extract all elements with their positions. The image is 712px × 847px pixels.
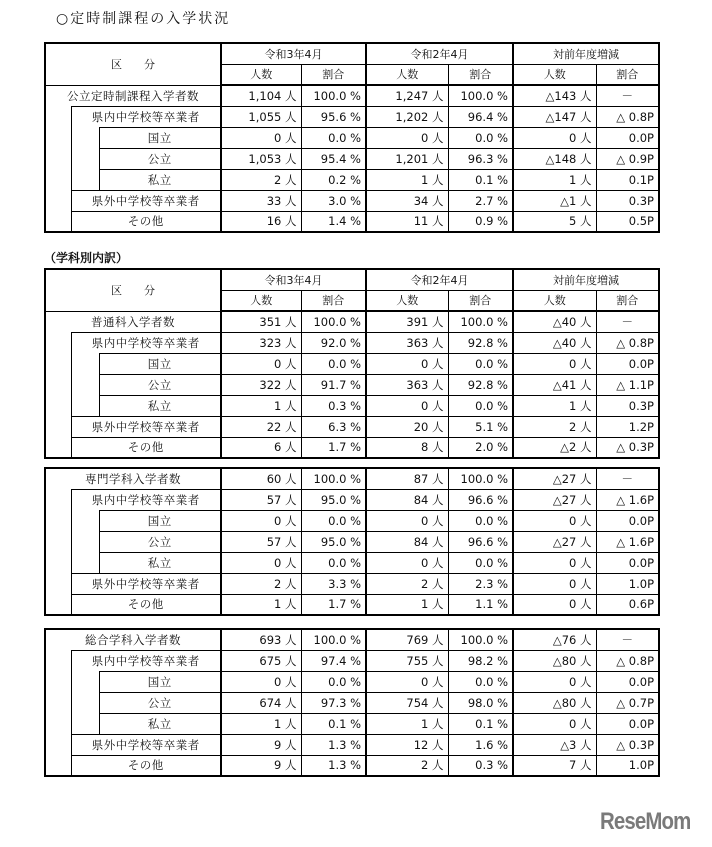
value-cell: △ 0.8P <box>596 650 659 671</box>
indent-spacer <box>45 650 71 671</box>
value-cell: △80 人 <box>513 650 596 671</box>
general-course-table <box>44 268 660 459</box>
value-cell: 0 人 <box>366 671 448 692</box>
value-cell: 3.0 % <box>301 190 366 211</box>
indent-spacer <box>45 713 71 734</box>
value-cell: 100.0 % <box>301 311 366 332</box>
value-cell: △76 人 <box>513 629 596 650</box>
value-cell: 1 人 <box>513 395 596 416</box>
value-cell: 84 人 <box>366 489 448 510</box>
value-cell: 34 人 <box>366 190 448 211</box>
value-cell: 0.9 % <box>448 211 513 232</box>
value-cell: △ 0.7P <box>596 692 659 713</box>
value-cell: △147 人 <box>513 106 596 127</box>
row-label: 県外中学校等卒業者 <box>71 734 221 755</box>
column-header: 人数 <box>513 290 596 311</box>
value-cell: 87 人 <box>366 468 448 489</box>
value-cell: － <box>596 85 659 106</box>
value-cell: 1.7 % <box>301 437 366 458</box>
value-cell: 2.7 % <box>448 190 513 211</box>
row-label: 普通科入学者数 <box>45 311 221 332</box>
value-cell: 1 人 <box>366 713 448 734</box>
value-cell: 1.3 % <box>301 734 366 755</box>
row-label: 専門学科入学者数 <box>45 468 221 489</box>
row-label: 県外中学校等卒業者 <box>71 416 221 437</box>
value-cell: 1 人 <box>221 395 301 416</box>
value-cell: 6 人 <box>221 437 301 458</box>
value-cell: 98.0 % <box>448 692 513 713</box>
table-row <box>45 311 659 332</box>
table-row <box>45 629 659 650</box>
value-cell: △143 人 <box>513 85 596 106</box>
table-row <box>45 552 659 573</box>
value-cell: 97.4 % <box>301 650 366 671</box>
row-label: 公立 <box>99 692 221 713</box>
value-cell: 91.7 % <box>301 374 366 395</box>
value-cell: 2 人 <box>366 755 448 776</box>
value-cell: 2.0 % <box>448 437 513 458</box>
value-cell: 96.3 % <box>448 148 513 169</box>
indent-spacer <box>45 692 71 713</box>
indent-spacer <box>45 489 71 510</box>
indent-spacer <box>71 395 99 416</box>
indent-spacer <box>45 148 71 169</box>
row-label: 私立 <box>99 713 221 734</box>
value-cell: 322 人 <box>221 374 301 395</box>
value-cell: 0.0 % <box>301 353 366 374</box>
row-label: 県内中学校等卒業者 <box>71 650 221 671</box>
value-cell: 0.1P <box>596 169 659 190</box>
value-cell: 8 人 <box>366 437 448 458</box>
table-row <box>45 353 659 374</box>
indent-spacer <box>71 169 99 190</box>
indent-spacer <box>45 374 71 395</box>
table-row <box>45 169 659 190</box>
row-label: その他 <box>71 594 221 615</box>
indent-spacer <box>45 190 71 211</box>
value-cell: 391 人 <box>366 311 448 332</box>
value-cell: 20 人 <box>366 416 448 437</box>
value-cell: 1,247 人 <box>366 85 448 106</box>
value-cell: 7 人 <box>513 755 596 776</box>
table-row <box>45 650 659 671</box>
value-cell: 674 人 <box>221 692 301 713</box>
indent-spacer <box>71 671 99 692</box>
row-label: その他 <box>71 211 221 232</box>
indent-spacer <box>45 531 71 552</box>
value-cell: 2 人 <box>513 416 596 437</box>
indent-spacer <box>71 552 99 573</box>
value-cell: 1,104 人 <box>221 85 301 106</box>
value-cell: 1 人 <box>221 594 301 615</box>
value-cell: 0.0P <box>596 552 659 573</box>
integrated-course-table <box>44 628 660 777</box>
value-cell: － <box>596 468 659 489</box>
value-cell: 0 人 <box>513 353 596 374</box>
row-label: 県外中学校等卒業者 <box>71 190 221 211</box>
value-cell: △1 人 <box>513 190 596 211</box>
indent-spacer <box>45 211 71 232</box>
table-row <box>45 148 659 169</box>
value-cell: 0 人 <box>366 353 448 374</box>
indent-spacer <box>45 437 71 458</box>
value-cell: △41 人 <box>513 374 596 395</box>
value-cell: 1.7 % <box>301 594 366 615</box>
value-cell: 0 人 <box>366 127 448 148</box>
value-cell: △40 人 <box>513 332 596 353</box>
table-row <box>45 755 659 776</box>
value-cell: 1,201 人 <box>366 148 448 169</box>
indent-spacer <box>71 510 99 531</box>
period-header: 令和2年4月 <box>366 269 513 290</box>
table-row <box>45 671 659 692</box>
row-label: 総合学科入学者数 <box>45 629 221 650</box>
table-row <box>45 127 659 148</box>
value-cell: 84 人 <box>366 531 448 552</box>
indent-spacer <box>45 755 71 776</box>
row-label: 公立 <box>99 374 221 395</box>
value-cell: 0.0P <box>596 353 659 374</box>
table-row <box>45 531 659 552</box>
table-row <box>45 573 659 594</box>
value-cell: 363 人 <box>366 374 448 395</box>
indent-spacer <box>71 692 99 713</box>
value-cell: 0 人 <box>221 353 301 374</box>
value-cell: 97.3 % <box>301 692 366 713</box>
value-cell: 0.3P <box>596 395 659 416</box>
value-cell: 22 人 <box>221 416 301 437</box>
row-label: 国立 <box>99 671 221 692</box>
value-cell: 0.2 % <box>301 169 366 190</box>
table-row <box>45 437 659 458</box>
indent-spacer <box>45 106 71 127</box>
column-header: 割合 <box>301 290 366 311</box>
value-cell: 0 人 <box>366 552 448 573</box>
column-header: 人数 <box>366 290 448 311</box>
value-cell: 0.0 % <box>448 552 513 573</box>
indent-spacer <box>45 416 71 437</box>
value-cell: 675 人 <box>221 650 301 671</box>
indent-spacer <box>71 353 99 374</box>
value-cell: 95.4 % <box>301 148 366 169</box>
column-header: 人数 <box>221 290 301 311</box>
header-row <box>45 269 659 290</box>
value-cell: 1 人 <box>366 594 448 615</box>
indent-spacer <box>45 573 71 594</box>
value-cell: 0.0 % <box>448 395 513 416</box>
indent-spacer <box>71 148 99 169</box>
column-header: 人数 <box>513 64 596 85</box>
value-cell: 0.0P <box>596 671 659 692</box>
value-cell: 0 人 <box>513 552 596 573</box>
value-cell: 0 人 <box>221 127 301 148</box>
table-row <box>45 489 659 510</box>
value-cell: 0.0 % <box>448 353 513 374</box>
value-cell: △80 人 <box>513 692 596 713</box>
value-cell: △148 人 <box>513 148 596 169</box>
column-header: 人数 <box>366 64 448 85</box>
indent-spacer <box>71 374 99 395</box>
indent-spacer <box>45 395 71 416</box>
row-label: 私立 <box>99 395 221 416</box>
row-label: 国立 <box>99 353 221 374</box>
value-cell: 0 人 <box>366 395 448 416</box>
value-cell: 0 人 <box>513 573 596 594</box>
value-cell: 11 人 <box>366 211 448 232</box>
indent-spacer <box>45 510 71 531</box>
resemom-logo: ReseMom <box>600 808 691 835</box>
indent-spacer <box>45 332 71 353</box>
value-cell: 96.6 % <box>448 489 513 510</box>
value-cell: 57 人 <box>221 531 301 552</box>
column-header: 割合 <box>301 64 366 85</box>
value-cell: 0.0P <box>596 510 659 531</box>
value-cell: △27 人 <box>513 489 596 510</box>
row-label: 国立 <box>99 510 221 531</box>
value-cell: 0.3 % <box>448 755 513 776</box>
table-row <box>45 395 659 416</box>
table-row <box>45 374 659 395</box>
value-cell: 100.0 % <box>448 629 513 650</box>
value-cell: 98.2 % <box>448 650 513 671</box>
value-cell: 100.0 % <box>448 85 513 106</box>
row-label: 県内中学校等卒業者 <box>71 106 221 127</box>
value-cell: 0.0P <box>596 127 659 148</box>
table-row <box>45 190 659 211</box>
value-cell: 1,202 人 <box>366 106 448 127</box>
value-cell: △ 1.1P <box>596 374 659 395</box>
value-cell: 100.0 % <box>301 468 366 489</box>
value-cell: － <box>596 311 659 332</box>
value-cell: 0 人 <box>513 510 596 531</box>
column-header: 割合 <box>448 290 513 311</box>
indent-spacer <box>45 671 71 692</box>
row-label: 国立 <box>99 127 221 148</box>
value-cell: 0.1 % <box>448 713 513 734</box>
value-cell: △27 人 <box>513 531 596 552</box>
value-cell: 92.8 % <box>448 332 513 353</box>
value-cell: 1.2P <box>596 416 659 437</box>
value-cell: 95.0 % <box>301 531 366 552</box>
value-cell: 693 人 <box>221 629 301 650</box>
value-cell: 5 人 <box>513 211 596 232</box>
value-cell: 0 人 <box>513 127 596 148</box>
category-header: 区 分 <box>45 43 221 85</box>
value-cell: 92.8 % <box>448 374 513 395</box>
table-row <box>45 332 659 353</box>
value-cell: △ 0.9P <box>596 148 659 169</box>
value-cell: 1,055 人 <box>221 106 301 127</box>
value-cell: 9 人 <box>221 755 301 776</box>
value-cell: 5.1 % <box>448 416 513 437</box>
row-label: 公立定時制課程入学者数 <box>45 85 221 106</box>
value-cell: 3.3 % <box>301 573 366 594</box>
period-header: 対前年度増減 <box>513 43 659 64</box>
value-cell: 1.0P <box>596 755 659 776</box>
value-cell: 0.3P <box>596 190 659 211</box>
value-cell: △40 人 <box>513 311 596 332</box>
value-cell: 1.1 % <box>448 594 513 615</box>
row-label: 県内中学校等卒業者 <box>71 489 221 510</box>
value-cell: 95.0 % <box>301 489 366 510</box>
row-label: 公立 <box>99 531 221 552</box>
value-cell: 1 人 <box>366 169 448 190</box>
value-cell: △2 人 <box>513 437 596 458</box>
column-header: 割合 <box>448 64 513 85</box>
value-cell: 2 人 <box>221 169 301 190</box>
row-label: その他 <box>71 437 221 458</box>
table-row <box>45 106 659 127</box>
enrollment-total-table <box>44 42 660 233</box>
value-cell: 0 人 <box>221 552 301 573</box>
value-cell: △ 0.8P <box>596 332 659 353</box>
header-row <box>45 43 659 64</box>
value-cell: 0.6P <box>596 594 659 615</box>
value-cell: 57 人 <box>221 489 301 510</box>
value-cell: 0.1 % <box>448 169 513 190</box>
value-cell: 6.3 % <box>301 416 366 437</box>
indent-spacer <box>45 353 71 374</box>
value-cell: 100.0 % <box>301 629 366 650</box>
value-cell: 12 人 <box>366 734 448 755</box>
value-cell: 1.6 % <box>448 734 513 755</box>
value-cell: 95.6 % <box>301 106 366 127</box>
period-header: 令和2年4月 <box>366 43 513 64</box>
value-cell: 16 人 <box>221 211 301 232</box>
period-header: 令和3年4月 <box>221 43 366 64</box>
value-cell: 2 人 <box>366 573 448 594</box>
table-row <box>45 211 659 232</box>
period-header: 対前年度増減 <box>513 269 659 290</box>
value-cell: 755 人 <box>366 650 448 671</box>
value-cell: 0 人 <box>366 510 448 531</box>
value-cell: △3 人 <box>513 734 596 755</box>
value-cell: 0.0 % <box>301 127 366 148</box>
indent-spacer <box>45 169 71 190</box>
value-cell: 0.0P <box>596 713 659 734</box>
period-header: 令和3年4月 <box>221 269 366 290</box>
indent-spacer <box>45 552 71 573</box>
value-cell: 323 人 <box>221 332 301 353</box>
table-row <box>45 594 659 615</box>
table-row <box>45 713 659 734</box>
table-row <box>45 468 659 489</box>
value-cell: 0.5P <box>596 211 659 232</box>
value-cell: 0.0 % <box>301 510 366 531</box>
value-cell: 33 人 <box>221 190 301 211</box>
value-cell: 2.3 % <box>448 573 513 594</box>
page-title: ○定時制課程の入学状況 <box>56 11 231 27</box>
value-cell: 100.0 % <box>448 311 513 332</box>
value-cell: 1.3 % <box>301 755 366 776</box>
row-label: 県内中学校等卒業者 <box>71 332 221 353</box>
value-cell: 351 人 <box>221 311 301 332</box>
value-cell: 1 人 <box>221 713 301 734</box>
value-cell: 0.0 % <box>448 510 513 531</box>
value-cell: 769 人 <box>366 629 448 650</box>
table-row <box>45 510 659 531</box>
value-cell: 100.0 % <box>448 468 513 489</box>
value-cell: △ 1.6P <box>596 489 659 510</box>
indent-spacer <box>71 531 99 552</box>
value-cell: 1.0P <box>596 573 659 594</box>
value-cell: △27 人 <box>513 468 596 489</box>
column-header: 人数 <box>221 64 301 85</box>
category-header: 区 分 <box>45 269 221 311</box>
row-label: 県外中学校等卒業者 <box>71 573 221 594</box>
row-label: 私立 <box>99 552 221 573</box>
indent-spacer <box>71 713 99 734</box>
value-cell: 0.0 % <box>448 671 513 692</box>
indent-spacer <box>45 594 71 615</box>
value-cell: 96.6 % <box>448 531 513 552</box>
value-cell: － <box>596 629 659 650</box>
value-cell: △ 0.8P <box>596 106 659 127</box>
value-cell: 0 人 <box>221 510 301 531</box>
column-header: 割合 <box>596 290 659 311</box>
value-cell: 0.0 % <box>301 552 366 573</box>
table-row <box>45 692 659 713</box>
value-cell: △ 1.6P <box>596 531 659 552</box>
value-cell: 0.1 % <box>301 713 366 734</box>
value-cell: 0 人 <box>221 671 301 692</box>
value-cell: 1.4 % <box>301 211 366 232</box>
indent-spacer <box>45 127 71 148</box>
row-label: その他 <box>71 755 221 776</box>
section-heading-by-department: （学科別内訳） <box>44 251 129 265</box>
value-cell: 0 人 <box>513 713 596 734</box>
indent-spacer <box>45 734 71 755</box>
value-cell: △ 0.3P <box>596 734 659 755</box>
table-row <box>45 85 659 106</box>
value-cell: 0.0 % <box>301 671 366 692</box>
value-cell: 9 人 <box>221 734 301 755</box>
value-cell: △ 0.3P <box>596 437 659 458</box>
value-cell: 100.0 % <box>301 85 366 106</box>
value-cell: 0.0 % <box>448 127 513 148</box>
value-cell: 0 人 <box>513 594 596 615</box>
value-cell: 0.3 % <box>301 395 366 416</box>
value-cell: 1,053 人 <box>221 148 301 169</box>
value-cell: 2 人 <box>221 573 301 594</box>
specialized-course-table <box>44 467 660 616</box>
table-row <box>45 734 659 755</box>
row-label: 私立 <box>99 169 221 190</box>
value-cell: 754 人 <box>366 692 448 713</box>
value-cell: 1 人 <box>513 169 596 190</box>
value-cell: 92.0 % <box>301 332 366 353</box>
column-header: 割合 <box>596 64 659 85</box>
value-cell: 60 人 <box>221 468 301 489</box>
value-cell: 0 人 <box>513 671 596 692</box>
value-cell: 363 人 <box>366 332 448 353</box>
indent-spacer <box>71 127 99 148</box>
row-label: 公立 <box>99 148 221 169</box>
value-cell: 96.4 % <box>448 106 513 127</box>
table-row <box>45 416 659 437</box>
